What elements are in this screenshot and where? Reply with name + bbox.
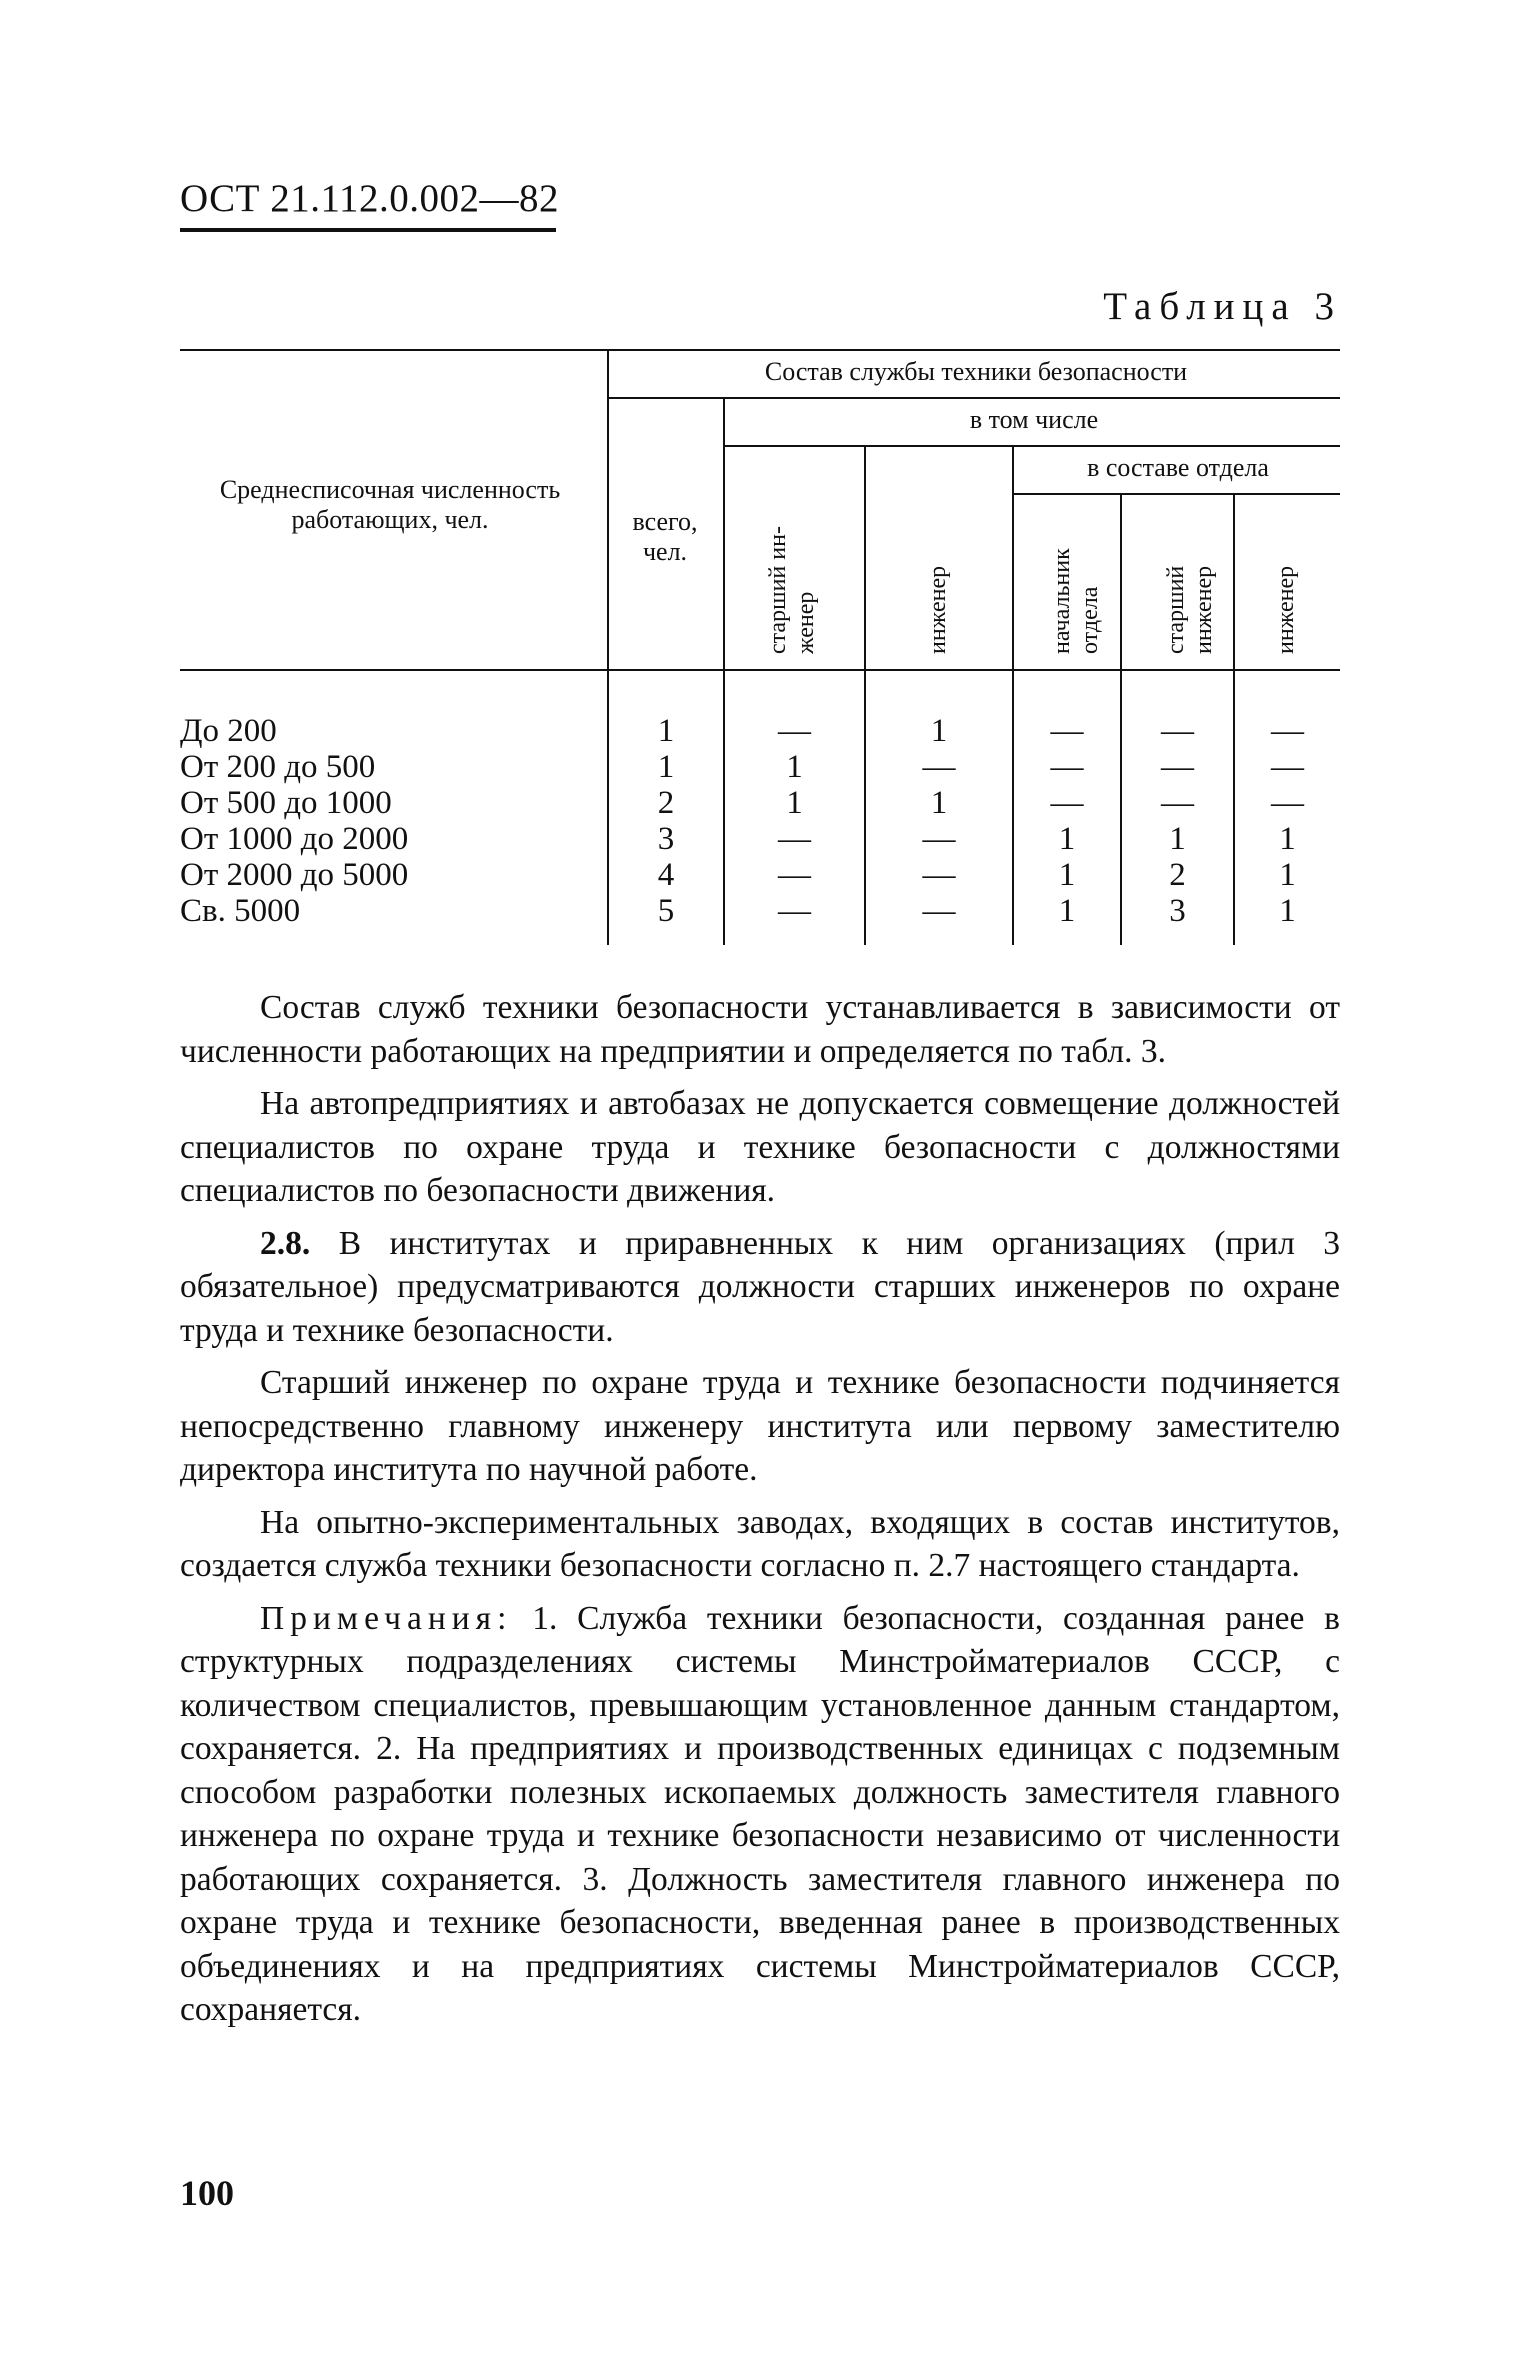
cell-total: 1 [657, 749, 675, 785]
cell-total: 4 [657, 857, 675, 893]
cell-dept-senior-engineer: — [1161, 749, 1194, 785]
cell-senior-engineer: — [778, 857, 811, 893]
row-label: От 2000 до 5000 [180, 857, 409, 893]
cell-dept-engineer: — [1271, 785, 1304, 821]
cell-dept-head: 1 [1058, 821, 1076, 857]
section-number: 2.8. [260, 1224, 311, 1262]
cell-senior-engineer: 1 [786, 785, 803, 821]
staffing-table [180, 349, 1340, 945]
cell-engineer: — [922, 857, 956, 893]
cell-total: 2 [657, 785, 675, 821]
header-dept: в составе отдела [1087, 453, 1269, 482]
cell-total: 3 [657, 821, 675, 857]
row-label: От 1000 до 2000 [180, 821, 409, 857]
header-engineer: инженер [925, 565, 951, 654]
group-header-rule [607, 397, 1340, 399]
cell-dept-engineer: 1 [1279, 821, 1296, 857]
document-id: ОСТ 21.112.0.002—82 [180, 177, 560, 220]
cell-dept-senior-engineer: — [1161, 785, 1194, 821]
row-label: От 500 до 1000 [180, 785, 392, 821]
cell-senior-engineer: — [778, 821, 811, 857]
cell-total: 1 [657, 713, 675, 749]
cell-senior-engineer: — [778, 893, 811, 929]
cell-dept-engineer: — [1271, 713, 1304, 749]
cell-dept-head: — [1050, 713, 1084, 749]
paragraph [180, 1222, 1340, 1353]
notes [180, 1597, 1340, 2032]
cell-engineer: — [922, 749, 956, 785]
row-label: До 200 [180, 713, 277, 749]
paragraph: На автопредприятиях и автобазах не допускается совмещение должностей специалистов по охране труда и технике безопасности с должностями специалистов по безопасности движения. [180, 1085, 1340, 1209]
body-text [180, 986, 1340, 2041]
dept-header-rule [1012, 493, 1340, 495]
header-dept-engineer: инженер [1273, 565, 1299, 654]
cell-dept-senior-engineer: 2 [1169, 857, 1186, 893]
header-group: Состав службы техники безопасности [764, 357, 1188, 386]
cell-engineer: 1 [930, 785, 948, 821]
page-number: 100 [180, 2173, 234, 2213]
header-subgroup: в том числе [969, 405, 1099, 434]
header-row-label: Среднесписочная численность работающих, чел. [219, 475, 561, 534]
table-top-rule [180, 349, 1340, 351]
header-total: всего, чел. [632, 507, 698, 566]
cell-dept-head: 1 [1058, 893, 1076, 929]
paragraph: На опытно-экспериментальных заводах, входящих в состав институтов, создается служба техники безопасности согласно п. 2.7 настоящего стандарта. [180, 1503, 1340, 1584]
cell-engineer: 1 [930, 713, 948, 749]
cell-engineer: — [922, 893, 956, 929]
cell-senior-engineer: — [778, 713, 811, 749]
row-label: От 200 до 500 [180, 749, 376, 785]
cell-dept-head: — [1050, 785, 1084, 821]
cell-dept-senior-engineer: — [1161, 713, 1194, 749]
header-senior-engineer: старший ин-женер [765, 526, 819, 654]
cell-dept-engineer: 1 [1279, 893, 1296, 929]
notes-label: Примечания: [260, 1599, 513, 1637]
cell-dept-senior-engineer: 1 [1169, 821, 1186, 857]
cell-senior-engineer: 1 [786, 749, 803, 785]
row-label: Св. 5000 [180, 893, 301, 929]
header-dept-senior-engineer: старший инженер [1163, 565, 1217, 654]
notes-text: 1. Служба техники безопасности, созданная ранее в структурных подразделениях системы Минстройматериалов СССР, с количеством специалистов, превышающим установленное данным стандартом, сохраняется. 2. На предприятиях и производственных единицах с подземным способом разработки полезных ископаемых должность заместителя главного инженера по охране труда и технике безопасности независимо от численности работающих сохраняется. 3. Должность заместителя главного инженера по охране труда и технике безопасности, введенная ранее в производственных объединениях и на предприятиях системы Минстройматериалов СССР, сохраняется. [180, 1599, 1340, 2028]
cell-dept-head: — [1050, 749, 1084, 785]
subgroup-header-rule [723, 445, 1340, 447]
header-underline [180, 228, 556, 232]
paragraph: Старший инженер по охране труда и технике безопасности подчиняется непосредственно главному инженеру института или первому заместителю директора института по научной работе. [180, 1364, 1340, 1488]
header-dept-head: начальник отдела [1049, 548, 1103, 654]
paragraph-text: В институтах и приравненных к ним организациях (прил 3 обязательное) предусматриваются должности старших инженеров по охране труда и технике безопасности. [180, 1224, 1340, 1349]
cell-dept-engineer: — [1271, 749, 1304, 785]
header-bottom-rule [180, 669, 1340, 671]
cell-dept-engineer: 1 [1279, 857, 1296, 893]
cell-total: 5 [657, 893, 675, 929]
table-title: Таблица 3 [1103, 285, 1342, 328]
cell-dept-senior-engineer: 3 [1169, 893, 1186, 929]
paragraph: Состав служб техники безопасности устанавливается в зависимости от численности работающих на предприятии и определяется по табл. 3. [180, 989, 1340, 1070]
cell-dept-head: 1 [1058, 857, 1076, 893]
cell-engineer: — [922, 821, 956, 857]
